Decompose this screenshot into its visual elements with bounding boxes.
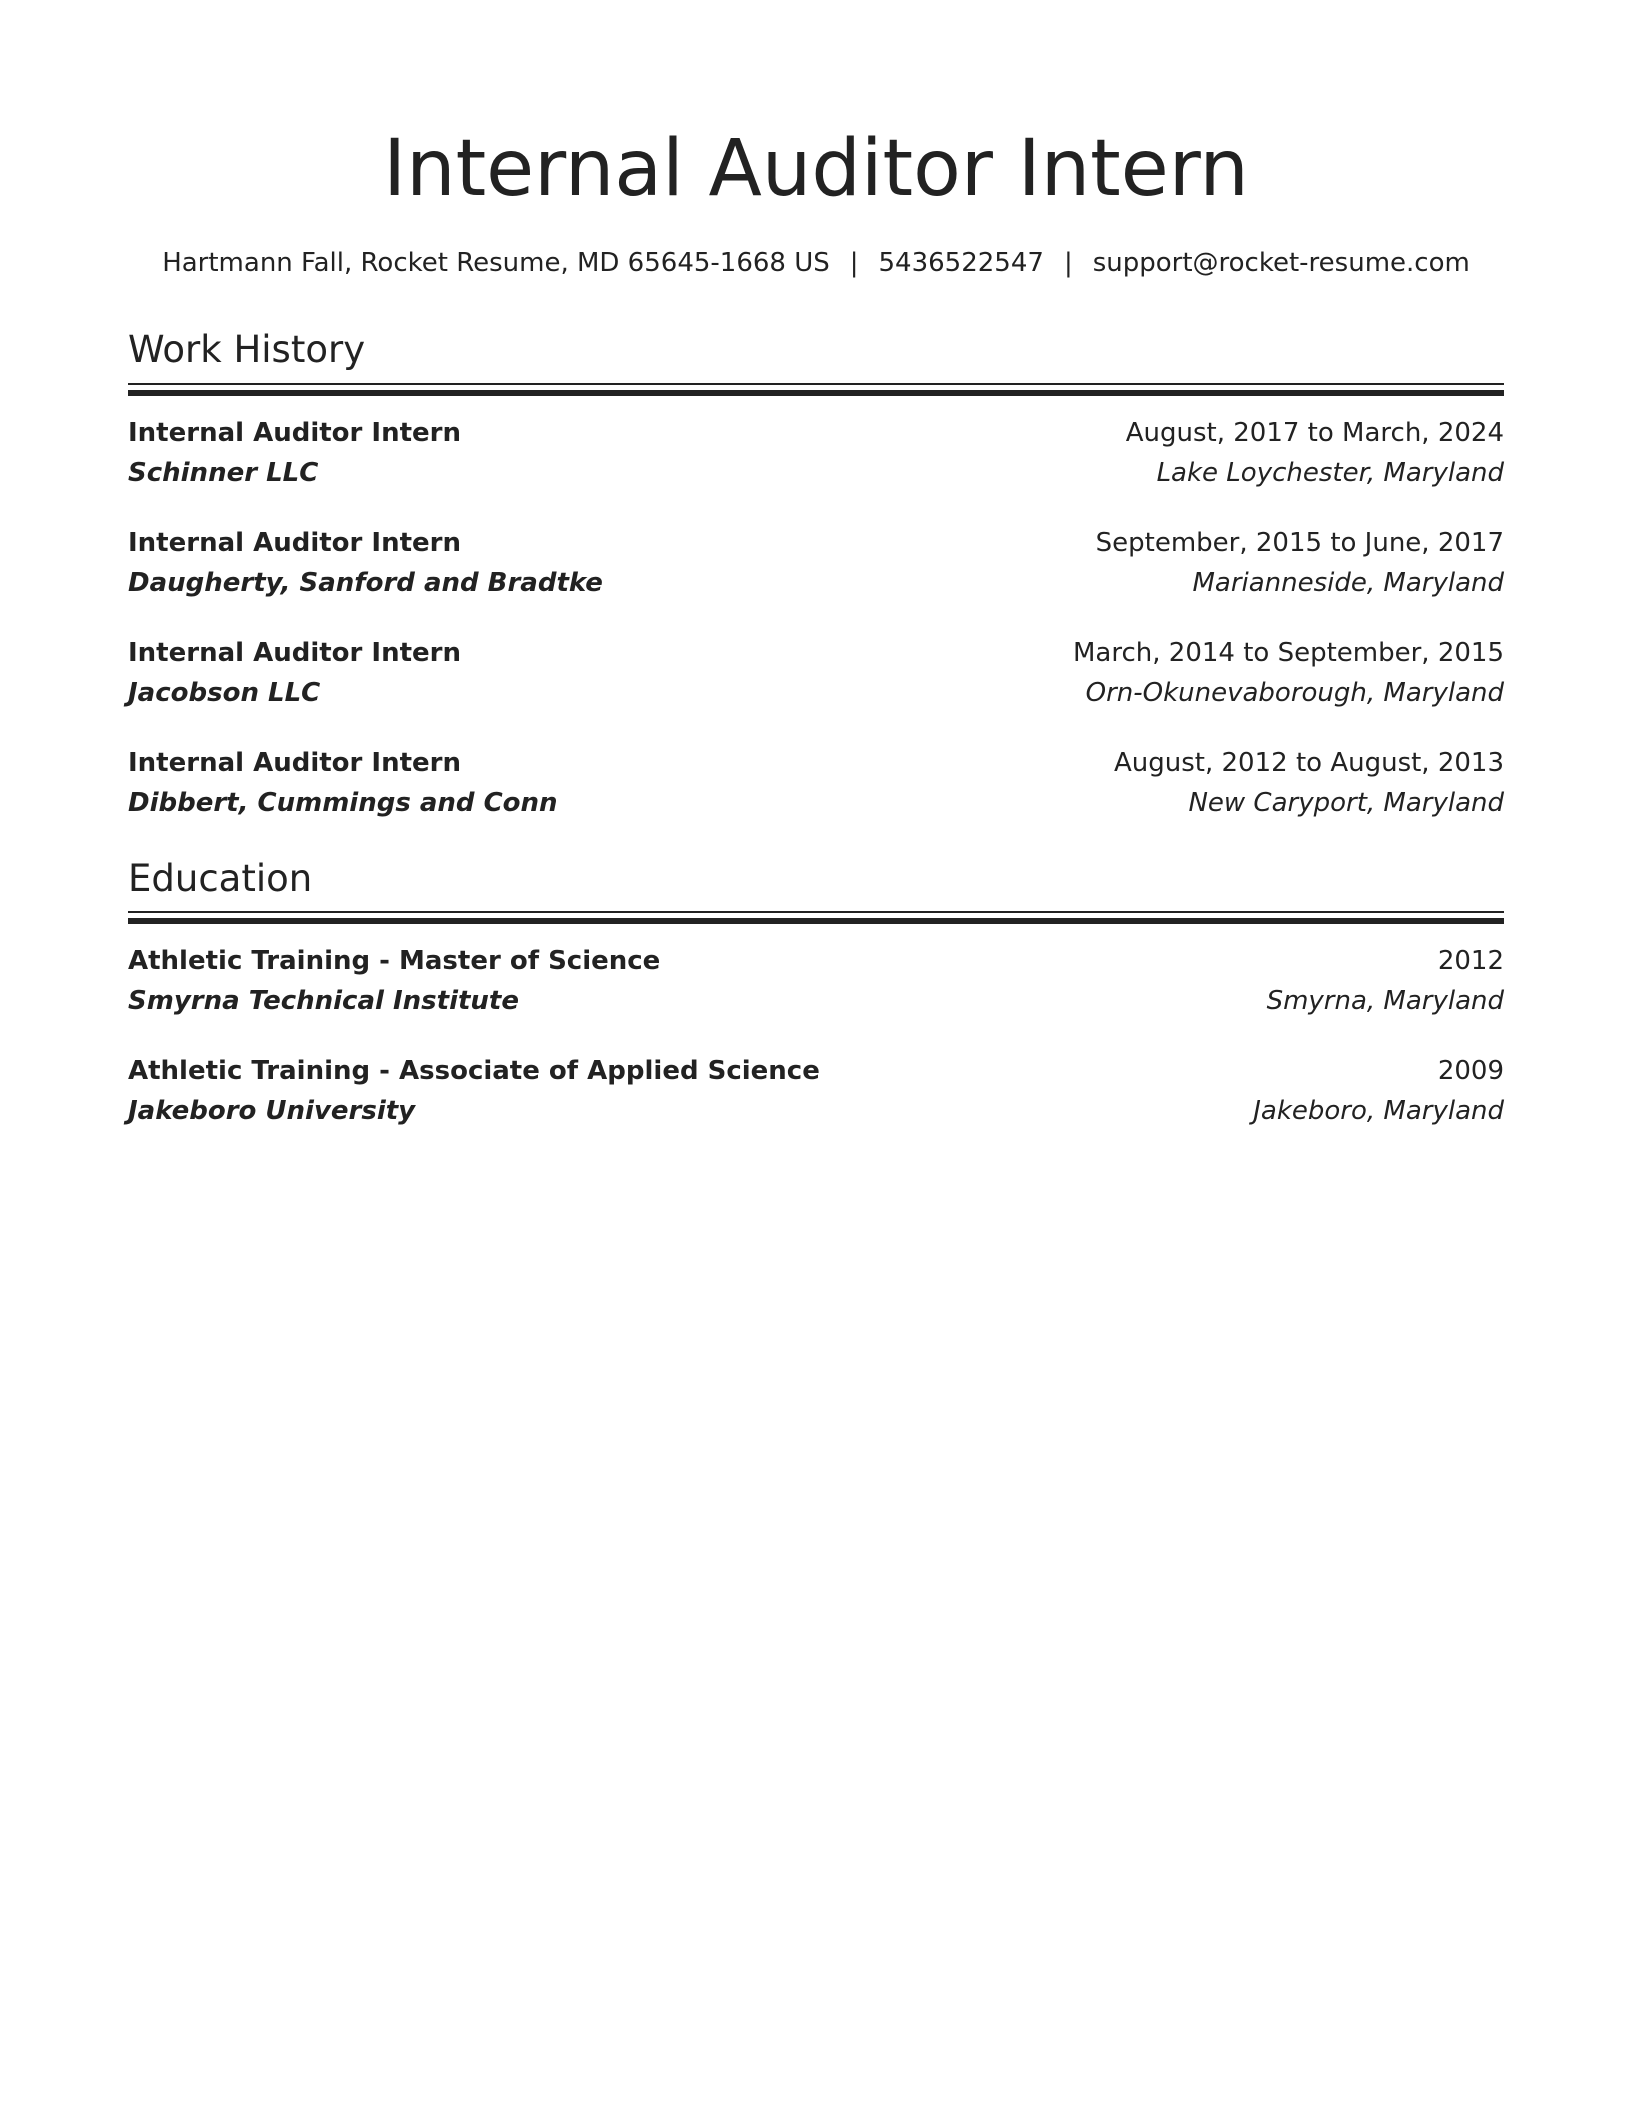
- work-history-section: [128, 330, 1504, 823]
- company-name: Daugherty, Sanford and Bradtke: [128, 567, 603, 598]
- job-location: Marianneside, Maryland: [1192, 567, 1504, 598]
- divider-thick-line: [128, 390, 1504, 396]
- job-location: New Caryport, Maryland: [1188, 787, 1504, 818]
- section-heading-education: Education: [128, 856, 313, 900]
- job-location: Lake Loychester, Maryland: [1156, 457, 1504, 488]
- degree-name: Athletic Training - Master of Science: [128, 946, 661, 977]
- job-title: Internal Auditor Intern: [128, 527, 461, 558]
- job-dates: August, 2012 to August, 2013: [1114, 747, 1504, 778]
- contact-address: Hartmann Fall, Rocket Resume, MD 65645-1668 US: [162, 248, 830, 278]
- job-dates: August, 2017 to March, 2024: [1125, 417, 1504, 448]
- contact-line: [128, 248, 1504, 278]
- degree-name: Athletic Training - Associate of Applied Science: [128, 1056, 820, 1087]
- divider-thin-line: [128, 911, 1504, 913]
- education-entry: [128, 941, 1504, 1021]
- section-divider: [128, 911, 1504, 923]
- school-location: Jakeboro, Maryland: [1253, 1096, 1504, 1127]
- section-divider: [128, 383, 1504, 395]
- work-entry: [128, 523, 1504, 603]
- school-name: Jakeboro University: [128, 1096, 416, 1127]
- work-entry-list: [128, 413, 1504, 823]
- job-location: Orn-Okunevaborough, Maryland: [1085, 677, 1504, 708]
- graduation-year: 2009: [1437, 1056, 1504, 1087]
- section-heading-work-history: Work History: [128, 328, 366, 371]
- company-name: Jacobson LLC: [128, 677, 321, 708]
- work-entry: [128, 743, 1504, 823]
- contact-email: support@rocket-resume.com: [1092, 248, 1470, 278]
- job-title: Internal Auditor Intern: [128, 747, 461, 778]
- work-entry: [128, 633, 1504, 713]
- school-location: Smyrna, Maryland: [1266, 986, 1504, 1017]
- contact-phone: 5436522547: [878, 248, 1044, 278]
- job-dates: September, 2015 to June, 2017: [1095, 527, 1504, 558]
- job-title: Internal Auditor Intern: [128, 637, 461, 668]
- education-entry-list: [128, 941, 1504, 1131]
- divider-thick-line: [128, 918, 1504, 924]
- company-name: Schinner LLC: [128, 457, 319, 488]
- company-name: Dibbert, Cummings and Conn: [128, 787, 558, 818]
- divider-thin-line: [128, 383, 1504, 385]
- contact-separator: |: [849, 248, 859, 278]
- graduation-year: 2012: [1437, 946, 1504, 977]
- resume-title: Internal Auditor Intern: [383, 124, 1249, 214]
- education-section: [128, 856, 1504, 1132]
- school-name: Smyrna Technical Institute: [128, 986, 519, 1017]
- job-dates: March, 2014 to September, 2015: [1073, 637, 1504, 668]
- contact-separator: |: [1063, 248, 1073, 278]
- education-entry: [128, 1051, 1504, 1131]
- work-entry: [128, 413, 1504, 493]
- job-title: Internal Auditor Intern: [128, 417, 461, 448]
